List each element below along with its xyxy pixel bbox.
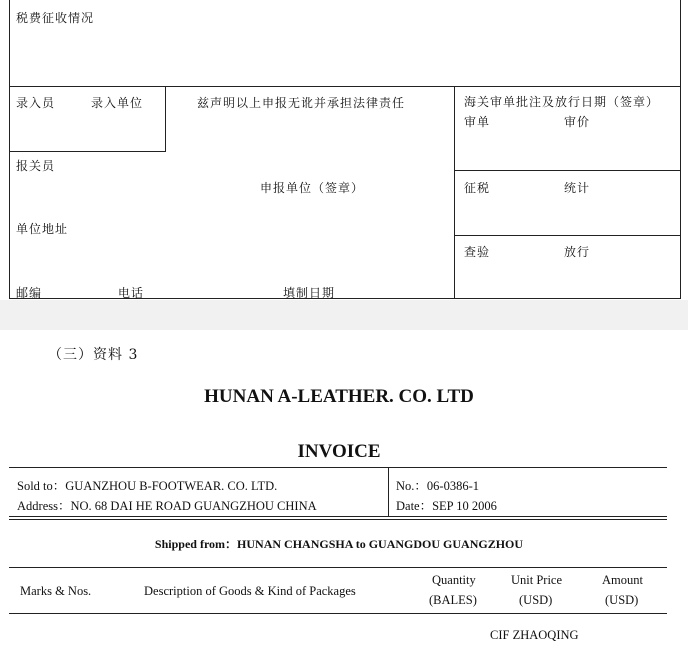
col-amount: Amount [602,573,643,587]
postal-code-label: 邮编 [16,286,43,300]
pricing-label: 审价 [564,115,591,129]
invoice-company: HUNAN A-LEATHER. CO. LTD [204,386,474,407]
invoice-header-bottom-rule-2 [9,519,667,520]
phone-label: 电话 [118,286,145,300]
col-unit-price-unit: (USD) [519,593,553,607]
form-bottom-border [9,298,681,299]
invoice-date: Date：SEP 10 2006 [396,499,497,513]
levy-label: 征税 [464,181,491,195]
form-right-border [680,0,681,299]
statistics-label: 统计 [564,181,591,195]
invoice-header-divider [388,467,389,517]
invoice-top-rule [9,467,667,468]
review-label: 审单 [464,115,491,129]
fill-date-label: 填制日期 [283,286,336,300]
invoice-number: No.：06-0386-1 [396,479,479,493]
table-top-rule [9,567,667,568]
col-quantity-unit: (BALES) [429,593,477,607]
form-divider-vert-right [454,86,455,299]
table-header-rule [9,613,667,614]
shipped-from-text: Shipped from：HUNAN CHANGSHA to GUANGDOU GUANGZHOU [154,537,524,551]
declaring-unit-label: 申报单位（签章） [260,181,365,195]
entry-unit-label: 录入单位 [91,96,144,110]
form-divider-right-2 [454,235,681,236]
sold-to-text: Sold to：GUANZHOU B-FOOTWEAR. CO. LTD. [17,479,278,493]
trade-terms: CIF ZHAOQING [490,628,579,642]
form-divider-1 [9,86,681,87]
inspection-label: 查验 [464,245,491,259]
form-divider-entry [9,151,165,152]
invoice-header-bottom-rule [9,516,667,517]
col-description: Description of Goods & Kind of Packages [144,584,356,598]
form-divider-vert-entry [165,86,166,152]
tax-collection-label: 税费征收情况 [16,11,95,25]
declaration-text: 兹声明以上申报无讹并承担法律责任 [197,96,406,110]
invoice-title: INVOICE [297,441,381,462]
section-label: （三）资料 3 [48,347,139,363]
unit-address-label: 单位地址 [16,222,69,236]
col-unit-price: Unit Price [511,573,563,587]
page-gap [0,300,688,330]
col-amount-unit: (USD) [605,593,639,607]
entry-clerk-label: 录入员 [16,96,56,110]
col-marks: Marks & Nos. [20,584,92,598]
address-text: Address：NO. 68 DAI HE ROAD GUANGZHOU CHINA [17,499,317,513]
customs-approval-label: 海关审单批注及放行日期（签章） [464,95,660,109]
release-label: 放行 [564,245,591,259]
col-quantity: Quantity [432,573,476,587]
declarant-label: 报关员 [16,159,56,173]
form-left-border [9,0,10,299]
form-divider-right-1 [454,170,681,171]
